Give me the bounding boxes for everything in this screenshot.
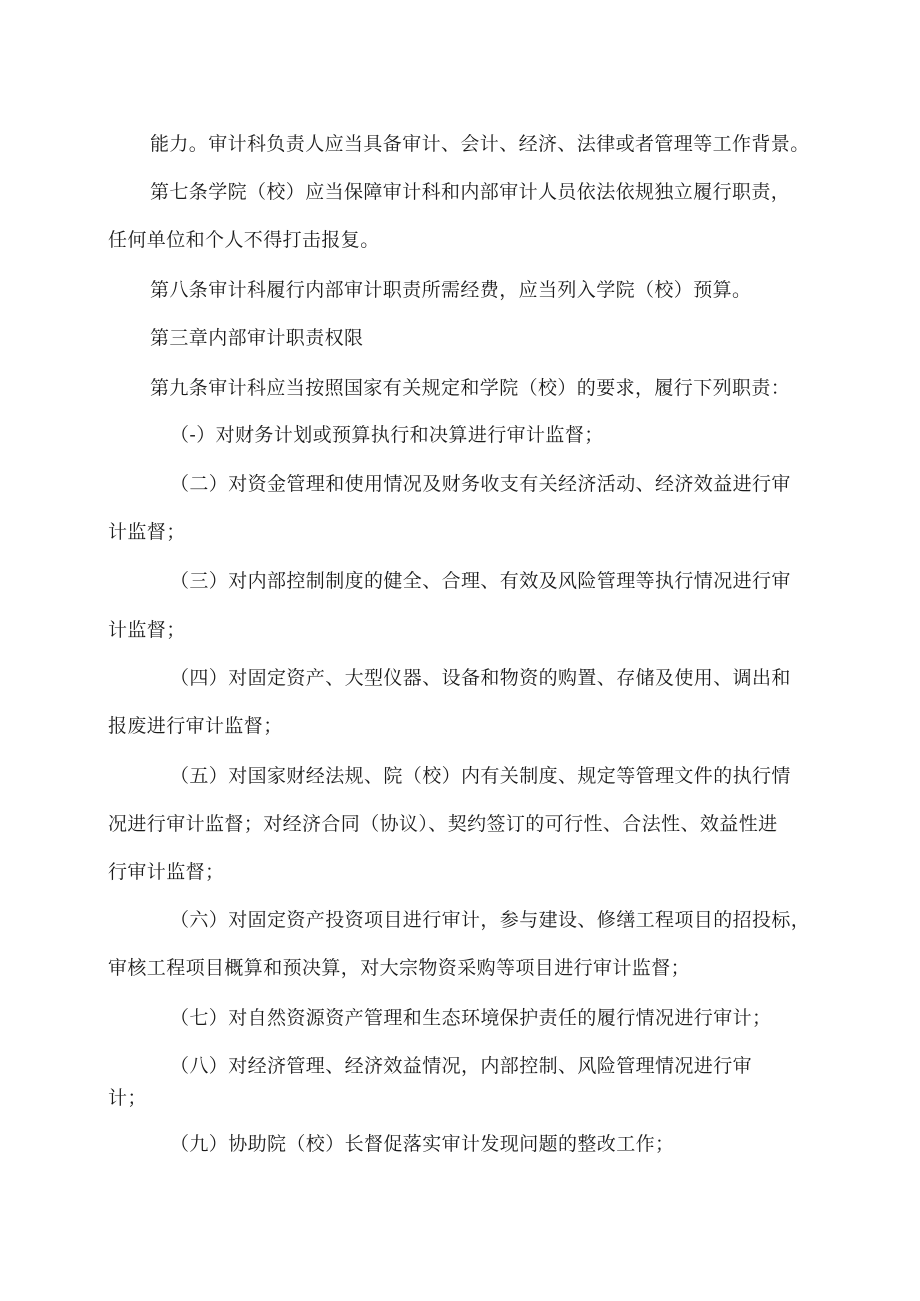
text-line: （五）对国家财经法规、院（校）内有关制度、规定等管理文件的执行情 (170, 765, 791, 787)
text-line: （六）对固定资产投资项目进行审计，参与建设、修缮工程项目的招投标， (170, 909, 811, 931)
text-line: （八）对经济管理、经济效益情况，内部控制、风险管理情况进行审 (170, 1055, 753, 1077)
text-line: （三）对内部控制制度的健全、合理、有效及风险管理等执行情况进行审 (170, 570, 791, 592)
text-line: 况进行审计监督；对经济合同（协议）、契约签订的可行性、合法性、效益性进 (108, 813, 778, 835)
text-line: 第七条学院（校）应当保障审计科和内部审计人员依法依规独立履行职责， (150, 181, 791, 203)
text-line: （九）协助院（校）长督促落实审计发现问题的整改工作； (170, 1133, 675, 1155)
text-line: （-）对财务计划或预算执行和决算进行审计监督； (170, 424, 604, 446)
text-line: 第八条审计科履行内部审计职责所需经费，应当列入学院（校）预算。 (150, 279, 752, 301)
text-line: 行审计监督； (108, 861, 225, 883)
text-line: （七）对自然资源资产管理和生态环境保护责任的履行情况进行审计； (170, 1007, 772, 1029)
text-line: 计监督； (108, 619, 186, 641)
text-line: 能力。审计科负责人应当具备审计、会计、经济、法律或者管理等工作背景。 (150, 133, 810, 155)
text-line: 计； (108, 1087, 147, 1109)
chapter-heading: 第三章内部审计职责权限 (150, 327, 364, 349)
text-line: 审核工程项目概算和预决算，对大宗物资采购等项目进行审计监督； (108, 957, 691, 979)
text-line: 计监督； (108, 521, 186, 543)
text-line: （二）对资金管理和使用情况及财务收支有关经济活动、经济效益进行审 (170, 473, 791, 495)
text-line: （四）对固定资产、大型仪器、设备和物资的购置、存储及使用、调出和 (170, 667, 791, 689)
text-line: 第九条审计科应当按照国家有关规定和学院（校）的要求，履行下列职责： (150, 377, 791, 399)
text-line: 报废进行审计监督； (108, 715, 283, 737)
text-line: 任何单位和个人不得打击报复。 (108, 229, 380, 251)
